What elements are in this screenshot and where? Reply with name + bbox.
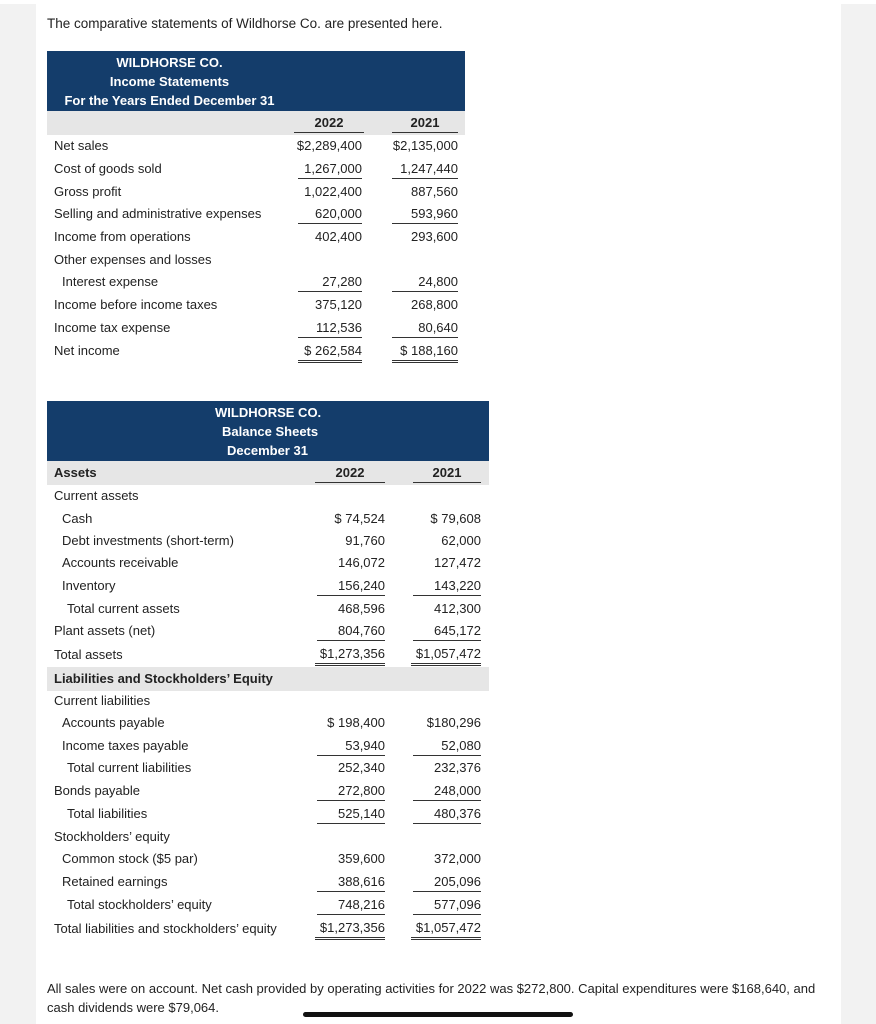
balance-row-label: Current liabilities — [54, 693, 151, 708]
balance-row-label: Total current liabilities — [67, 760, 192, 775]
balance-row-2022: $ 198,400 — [327, 715, 385, 730]
income-row-2022: 1,022,400 — [304, 184, 362, 199]
income-row-2021: 24,800 — [392, 274, 458, 292]
income-row-label: Other expenses and losses — [54, 252, 212, 267]
balance-row-label: Accounts receivable — [62, 555, 179, 570]
balance-period: December 31 — [227, 443, 308, 458]
balance-row-label: Total stockholders’ equity — [67, 897, 212, 912]
balance-row-2022: 748,216 — [317, 897, 385, 915]
balance-row-2022: 525,140 — [317, 806, 385, 824]
income-row-label: Gross profit — [54, 184, 122, 199]
income-row-2021: 268,800 — [411, 297, 458, 312]
income-row-2022: 1,267,000 — [298, 161, 362, 179]
balance-row-label: Plant assets (net) — [54, 623, 156, 638]
income-statement-title: Income Statements — [109, 74, 230, 89]
balance-row-2022: 156,240 — [317, 578, 385, 596]
balance-row-2022: 804,760 — [317, 623, 385, 641]
balance-row-2021: 62,000 — [441, 533, 481, 548]
income-row-2021: 293,600 — [411, 229, 458, 244]
income-row-2021: 80,640 — [392, 320, 458, 338]
balance-row-2022: 91,760 — [345, 533, 385, 548]
income-row-2021: $ 188,160 — [392, 343, 458, 363]
balance-row-2021: 232,376 — [434, 760, 481, 775]
balance-row-2022: 359,600 — [338, 851, 385, 866]
balance-row-2021: 52,080 — [413, 738, 481, 756]
income-row-2022: $ 262,584 — [298, 343, 362, 363]
balance-row-2021: $1,057,472 — [411, 920, 481, 940]
balance-row-label: Total liabilities — [67, 806, 148, 821]
scroll-indicator[interactable] — [303, 1012, 573, 1017]
income-row-label: Selling and administrative expenses — [54, 206, 262, 221]
income-row-2022: 375,120 — [315, 297, 362, 312]
balance-row-label: Stockholders’ equity — [54, 829, 170, 844]
balance-row-2021: 127,472 — [434, 555, 481, 570]
balance-company-name: WILDHORSE CO. — [215, 405, 322, 420]
balance-row-label: Total assets — [54, 647, 123, 662]
balance-row-label: Total liabilities and stockholders’ equity — [54, 921, 277, 936]
balance-row-2022: 53,940 — [317, 738, 385, 756]
income-row-label: Net sales — [54, 138, 109, 153]
income-row-2022: 27,280 — [298, 274, 362, 292]
balance-row-label: Total current assets — [67, 601, 180, 616]
footer-note: All sales were on account. Net cash provided by operating activities for 2022 was $272,800. Capital expenditures were $168,640, and cash dividends were $79,064. — [47, 981, 816, 1015]
income-col-2021: 2021 — [392, 115, 458, 133]
income-row-label: Net income — [54, 343, 120, 358]
balance-col-2022: 2022 — [315, 465, 385, 483]
balance-row-2021: 248,000 — [413, 783, 481, 801]
balance-sheet-header — [47, 401, 489, 461]
balance-row-2021: 372,000 — [434, 851, 481, 866]
balance-row-2022: 146,072 — [338, 555, 385, 570]
liabilities-equity-header: Liabilities and Stockholders’ Equity — [54, 671, 273, 686]
income-row-2021: 1,247,440 — [392, 161, 458, 179]
document-page — [36, 4, 841, 1024]
income-row-2022: 620,000 — [298, 206, 362, 224]
balance-row-label: Cash — [62, 511, 93, 526]
balance-row-2022: $1,273,356 — [315, 920, 385, 940]
balance-row-label: Retained earnings — [62, 874, 168, 889]
income-company-name: WILDHORSE CO. — [116, 55, 223, 70]
balance-row-2022: 272,800 — [317, 783, 385, 801]
balance-row-2022: 468,596 — [338, 601, 385, 616]
income-row-label: Interest expense — [62, 274, 159, 289]
assets-header: Assets — [54, 465, 97, 480]
balance-row-label: Current assets — [54, 488, 139, 503]
balance-row-2021: $1,057,472 — [411, 646, 481, 666]
income-statement-header — [47, 51, 465, 111]
income-row-label: Income tax expense — [54, 320, 171, 335]
balance-row-2021: 577,096 — [413, 897, 481, 915]
balance-row-2021: 480,376 — [413, 806, 481, 824]
balance-row-2021: 205,096 — [413, 874, 481, 892]
income-row-label: Income from operations — [54, 229, 191, 244]
balance-row-2022: $ 74,524 — [334, 511, 385, 526]
balance-row-2021: 412,300 — [434, 601, 481, 616]
intro-text: The comparative statements of Wildhorse Co. are presented here. — [47, 16, 443, 31]
income-row-2021: 593,960 — [392, 206, 458, 224]
balance-row-label: Income taxes payable — [62, 738, 189, 753]
balance-row-label: Debt investments (short-term) — [62, 533, 234, 548]
income-col-2022: 2022 — [294, 115, 364, 133]
balance-row-label: Accounts payable — [62, 715, 165, 730]
balance-row-2022: 252,340 — [338, 760, 385, 775]
balance-row-2021: 143,220 — [413, 578, 481, 596]
income-row-2021: 887,560 — [411, 184, 458, 199]
balance-row-label: Common stock ($5 par) — [62, 851, 198, 866]
balance-row-label: Bonds payable — [54, 783, 141, 798]
income-row-2022: 112,536 — [298, 320, 362, 338]
balance-row-label: Inventory — [62, 578, 116, 593]
balance-statement-title: Balance Sheets — [222, 424, 319, 439]
balance-row-2021: 645,172 — [413, 623, 481, 641]
income-period: For the Years Ended December 31 — [64, 93, 275, 108]
income-row-2022: 402,400 — [315, 229, 362, 244]
balance-row-2021: $ 79,608 — [430, 511, 481, 526]
balance-row-2021: $180,296 — [426, 715, 481, 730]
balance-row-2022: 388,616 — [317, 874, 385, 892]
income-row-2021: $2,135,000 — [392, 138, 458, 153]
balance-row-2022: $1,273,356 — [315, 646, 385, 666]
income-row-2022: $2,289,400 — [296, 138, 362, 153]
income-row-label: Cost of goods sold — [54, 161, 162, 176]
income-row-label: Income before income taxes — [54, 297, 218, 312]
balance-col-2021: 2021 — [413, 465, 481, 483]
